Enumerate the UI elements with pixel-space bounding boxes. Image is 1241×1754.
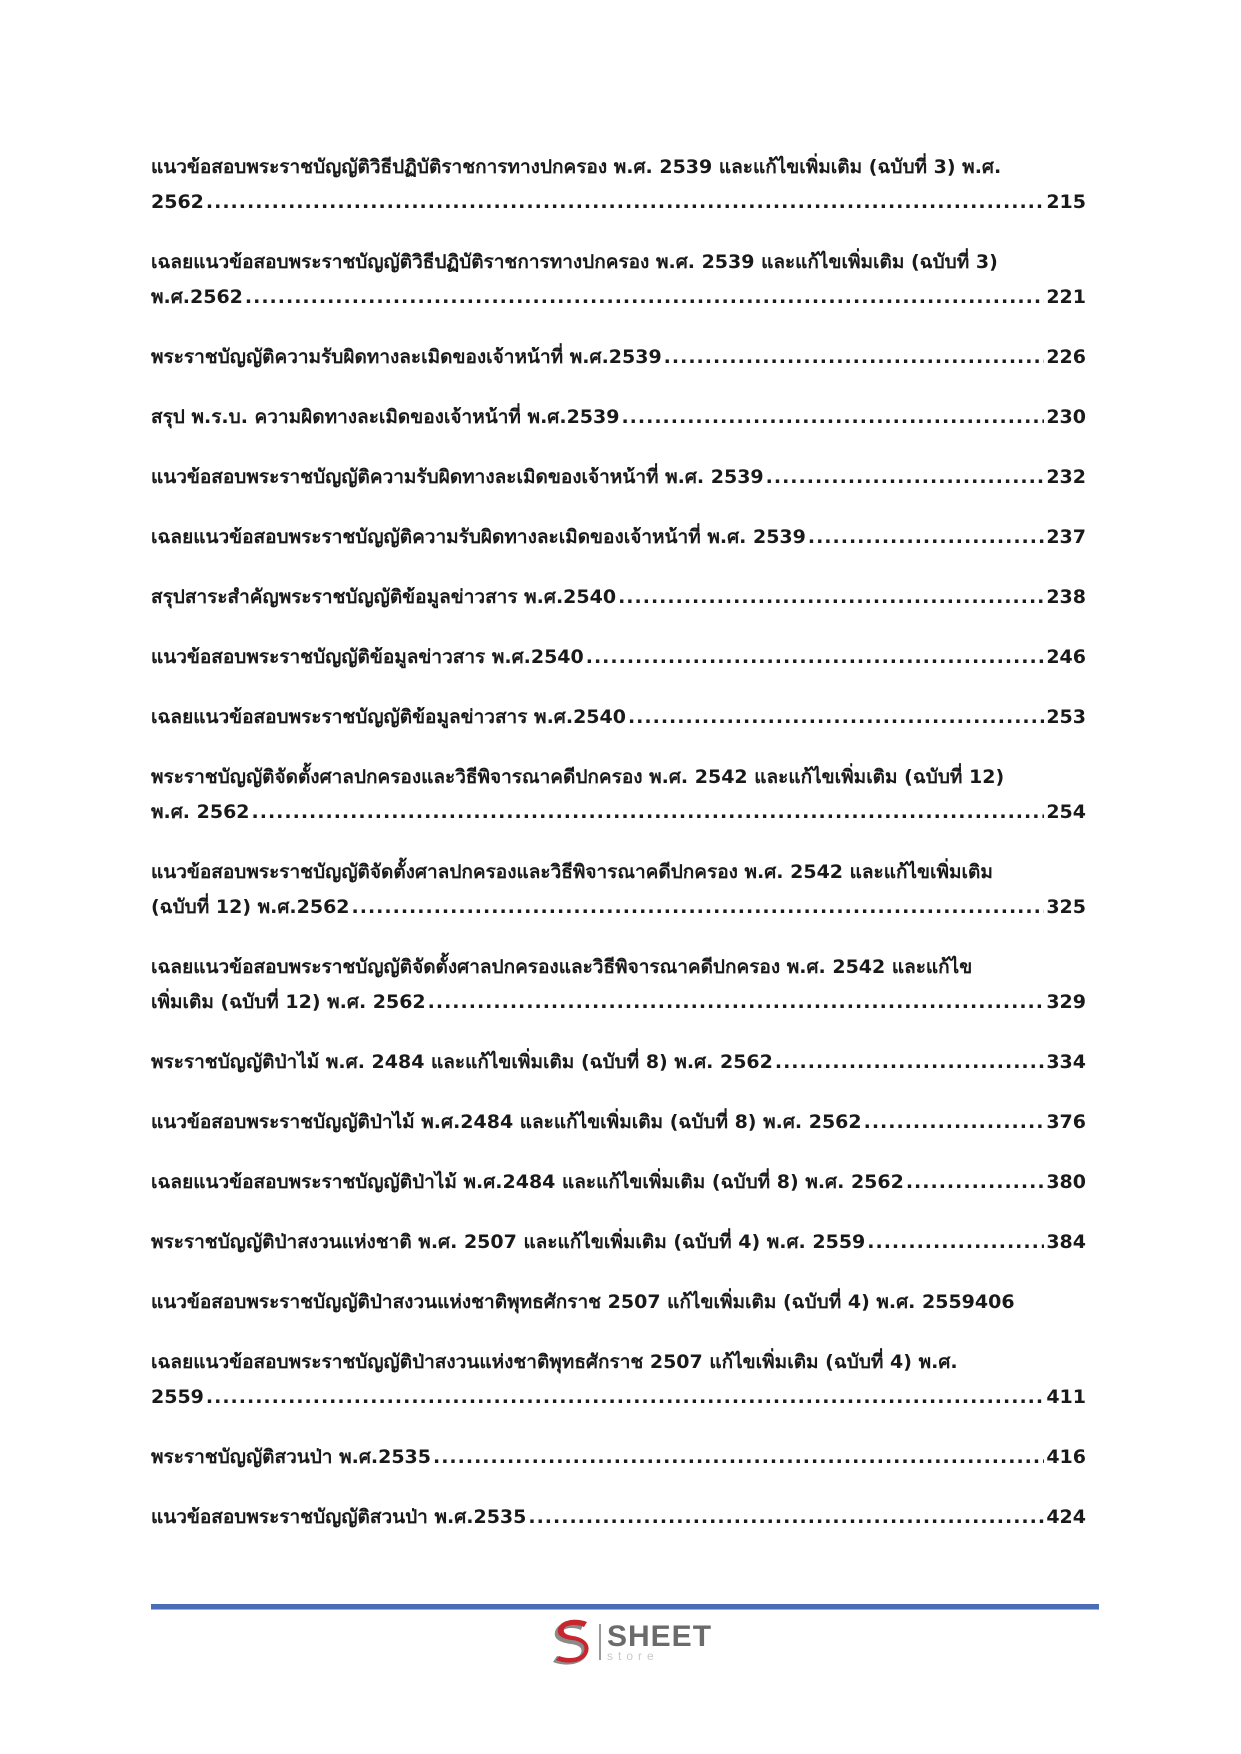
toc-entry-line <box>151 985 1086 1020</box>
toc-entry-title: เฉลยแนวข้อสอบพระราชบัญญัติวิธีปฏิบัติราชการทางปกครอง พ.ศ. 2539 และแก้ไขเพิ่มเติม (ฉบับที่ 3) <box>151 251 998 273</box>
toc-entry[interactable] <box>151 340 1086 375</box>
logo-subtext: store <box>607 1649 659 1663</box>
sheet-store-logo <box>545 1618 712 1666</box>
toc-entry-title-continued: พ.ศ. 2562 <box>151 801 250 823</box>
toc-page-number: 416 <box>1046 1446 1086 1468</box>
footer-divider-shadow <box>151 1609 1099 1610</box>
toc-dot-leader <box>428 985 1045 1020</box>
toc-entry[interactable] <box>151 520 1086 555</box>
toc-dot-leader <box>245 280 1044 315</box>
toc-dot-leader <box>628 700 1044 735</box>
toc-entry-title: สรุป พ.ร.บ. ความผิดทางละเมิดของเจ้าหน้าที่ พ.ศ.2539 <box>151 406 620 428</box>
toc-dot-leader <box>586 640 1045 675</box>
toc-entry-title: เฉลยแนวข้อสอบพระราชบัญญัติความรับผิดทางละเมิดของเจ้าหน้าที่ พ.ศ. 2539 <box>151 526 806 548</box>
toc-dot-leader <box>433 1440 1044 1475</box>
toc-entry[interactable] <box>151 950 1086 1020</box>
toc-page-number: 215 <box>1046 191 1086 213</box>
toc-entry[interactable] <box>151 855 1086 925</box>
toc-entry-title: เฉลยแนวข้อสอบพระราชบัญญัติข้อมูลข่าวสาร พ.ศ.2540 <box>151 706 626 728</box>
toc-entry-title-continued: พ.ศ.2562 <box>151 286 243 308</box>
toc-page-number: 411 <box>1046 1386 1086 1408</box>
toc-page-number: 246 <box>1046 646 1086 668</box>
toc-page-number: 334 <box>1046 1051 1086 1073</box>
toc-dot-leader <box>206 185 1044 220</box>
toc-page-number: 424 <box>1046 1506 1086 1528</box>
toc-entry-line <box>151 795 1086 830</box>
toc-page-number: 232 <box>1046 466 1086 488</box>
toc-entry[interactable] <box>151 760 1086 830</box>
toc-entry-title: พระราชบัญญัติสวนป่า พ.ศ.2535 <box>151 1446 431 1468</box>
toc-page-number: 221 <box>1046 286 1086 308</box>
toc-page-number: 237 <box>1046 526 1086 548</box>
toc-page-number: 253 <box>1046 706 1086 728</box>
toc-entry-line <box>151 185 1086 220</box>
toc-entry-title: พระราชบัญญัติป่าสงวนแห่งชาติ พ.ศ. 2507 และแก้ไขเพิ่มเติม (ฉบับที่ 4) พ.ศ. 2559 <box>151 1231 866 1253</box>
toc-entry-title: แนวข้อสอบพระราชบัญญัติข้อมูลข่าวสาร พ.ศ.2540 <box>151 646 584 668</box>
toc-entry[interactable] <box>151 1045 1086 1080</box>
logo-divider <box>599 1624 601 1660</box>
toc-entry-title: แนวข้อสอบพระราชบัญญัติป่าสงวนแห่งชาติพุทธศักราช 2507 แก้ไขเพิ่มเติม (ฉบับที่ 4) พ.ศ. 2559406 <box>151 1291 1015 1313</box>
toc-entry-title: แนวข้อสอบพระราชบัญญัติความรับผิดทางละเมิดของเจ้าหน้าที่ พ.ศ. 2539 <box>151 466 764 488</box>
toc-page-number: 238 <box>1046 586 1086 608</box>
toc-entry[interactable] <box>151 580 1086 615</box>
toc-entry-title: พระราชบัญญัติจัดตั้งศาลปกครองและวิธีพิจารณาคดีปกครอง พ.ศ. 2542 และแก้ไขเพิ่มเติม (ฉบับที่ 12) <box>151 766 1005 788</box>
toc-entry[interactable] <box>151 1345 1086 1415</box>
toc-page-number: 325 <box>1046 896 1086 918</box>
toc-entry[interactable] <box>151 640 1086 675</box>
toc-page-number: 230 <box>1046 406 1086 428</box>
logo-text <box>607 1622 712 1662</box>
toc-entry-title: เฉลยแนวข้อสอบพระราชบัญญัติป่าไม้ พ.ศ.2484 และแก้ไขเพิ่มเติม (ฉบับที่ 8) พ.ศ. 2562 <box>151 1171 904 1193</box>
toc-entry[interactable] <box>151 1285 1086 1320</box>
toc-entry[interactable] <box>151 1440 1086 1475</box>
toc-dot-leader <box>352 890 1045 925</box>
toc-page-number: 329 <box>1046 991 1086 1013</box>
toc-entry[interactable] <box>151 150 1086 220</box>
toc-entry-title: เฉลยแนวข้อสอบพระราชบัญญัติป่าสงวนแห่งชาติพุทธศักราช 2507 แก้ไขเพิ่มเติม (ฉบับที่ 4) พ.ศ. <box>151 1351 958 1373</box>
toc-entry-title: พระราชบัญญัติป่าไม้ พ.ศ. 2484 และแก้ไขเพิ่มเติม (ฉบับที่ 8) พ.ศ. 2562 <box>151 1051 773 1073</box>
table-of-contents <box>151 150 1086 1560</box>
toc-entry-title: พระราชบัญญัติความรับผิดทางละเมิดของเจ้าหน้าที่ พ.ศ.2539 <box>151 346 662 368</box>
toc-page-number: 226 <box>1046 346 1086 368</box>
toc-entry-line <box>151 280 1086 315</box>
toc-dot-leader <box>808 520 1044 555</box>
toc-dot-leader <box>528 1500 1044 1535</box>
toc-entry-title: แนวข้อสอบพระราชบัญญัติวิธีปฏิบัติราชการทางปกครอง พ.ศ. 2539 และแก้ไขเพิ่มเติม (ฉบับที่ 3) พ.ศ. <box>151 156 1002 178</box>
toc-entry-title-continued: 2559 <box>151 1386 204 1408</box>
toc-entry[interactable] <box>151 700 1086 735</box>
toc-entry[interactable] <box>151 1165 1086 1200</box>
toc-dot-leader <box>766 460 1045 495</box>
toc-dot-leader <box>206 1380 1044 1415</box>
toc-dot-leader <box>867 1225 1044 1260</box>
toc-dot-leader <box>664 340 1045 375</box>
toc-dot-leader <box>775 1045 1044 1080</box>
toc-entry[interactable] <box>151 1225 1086 1260</box>
toc-entry-title: แนวข้อสอบพระราชบัญญัติป่าไม้ พ.ศ.2484 และแก้ไขเพิ่มเติม (ฉบับที่ 8) พ.ศ. 2562 <box>151 1111 862 1133</box>
toc-entry[interactable] <box>151 245 1086 315</box>
toc-entry-title: แนวข้อสอบพระราชบัญญัติจัดตั้งศาลปกครองและวิธีพิจารณาคดีปกครอง พ.ศ. 2542 และแก้ไขเพิ่มเติม <box>151 861 993 883</box>
toc-entry-title: แนวข้อสอบพระราชบัญญัติสวนป่า พ.ศ.2535 <box>151 1506 527 1528</box>
toc-entry-title-continued: 2562 <box>151 191 204 213</box>
toc-entry-title: เฉลยแนวข้อสอบพระราชบัญญัติจัดตั้งศาลปกครองและวิธีพิจารณาคดีปกครอง พ.ศ. 2542 และแก้ไข <box>151 956 973 978</box>
toc-dot-leader <box>864 1105 1045 1140</box>
logo-word: SHEET <box>607 1620 713 1653</box>
toc-dot-leader <box>252 795 1045 830</box>
toc-page-number: 384 <box>1046 1231 1086 1253</box>
toc-entry[interactable] <box>151 1105 1086 1140</box>
toc-entry-line <box>151 890 1086 925</box>
toc-entry-title-continued: เพิ่มเติม (ฉบับที่ 12) พ.ศ. 2562 <box>151 991 426 1013</box>
toc-entry[interactable] <box>151 1500 1086 1535</box>
toc-page-number: 376 <box>1046 1111 1086 1133</box>
toc-entry-title-continued: (ฉบับที่ 12) พ.ศ.2562 <box>151 896 350 918</box>
sheet-store-s-logo-icon <box>545 1618 595 1666</box>
toc-dot-leader <box>906 1165 1044 1200</box>
toc-entry[interactable] <box>151 400 1086 435</box>
toc-entry-title: สรุปสาระสำคัญพระราชบัญญัติข้อมูลข่าวสาร พ.ศ.2540 <box>151 586 617 608</box>
toc-dot-leader <box>621 400 1044 435</box>
toc-entry-line <box>151 1380 1086 1415</box>
toc-dot-leader <box>618 580 1044 615</box>
toc-entry[interactable] <box>151 460 1086 495</box>
toc-page-number: 380 <box>1046 1171 1086 1193</box>
toc-page-number: 254 <box>1046 801 1086 823</box>
